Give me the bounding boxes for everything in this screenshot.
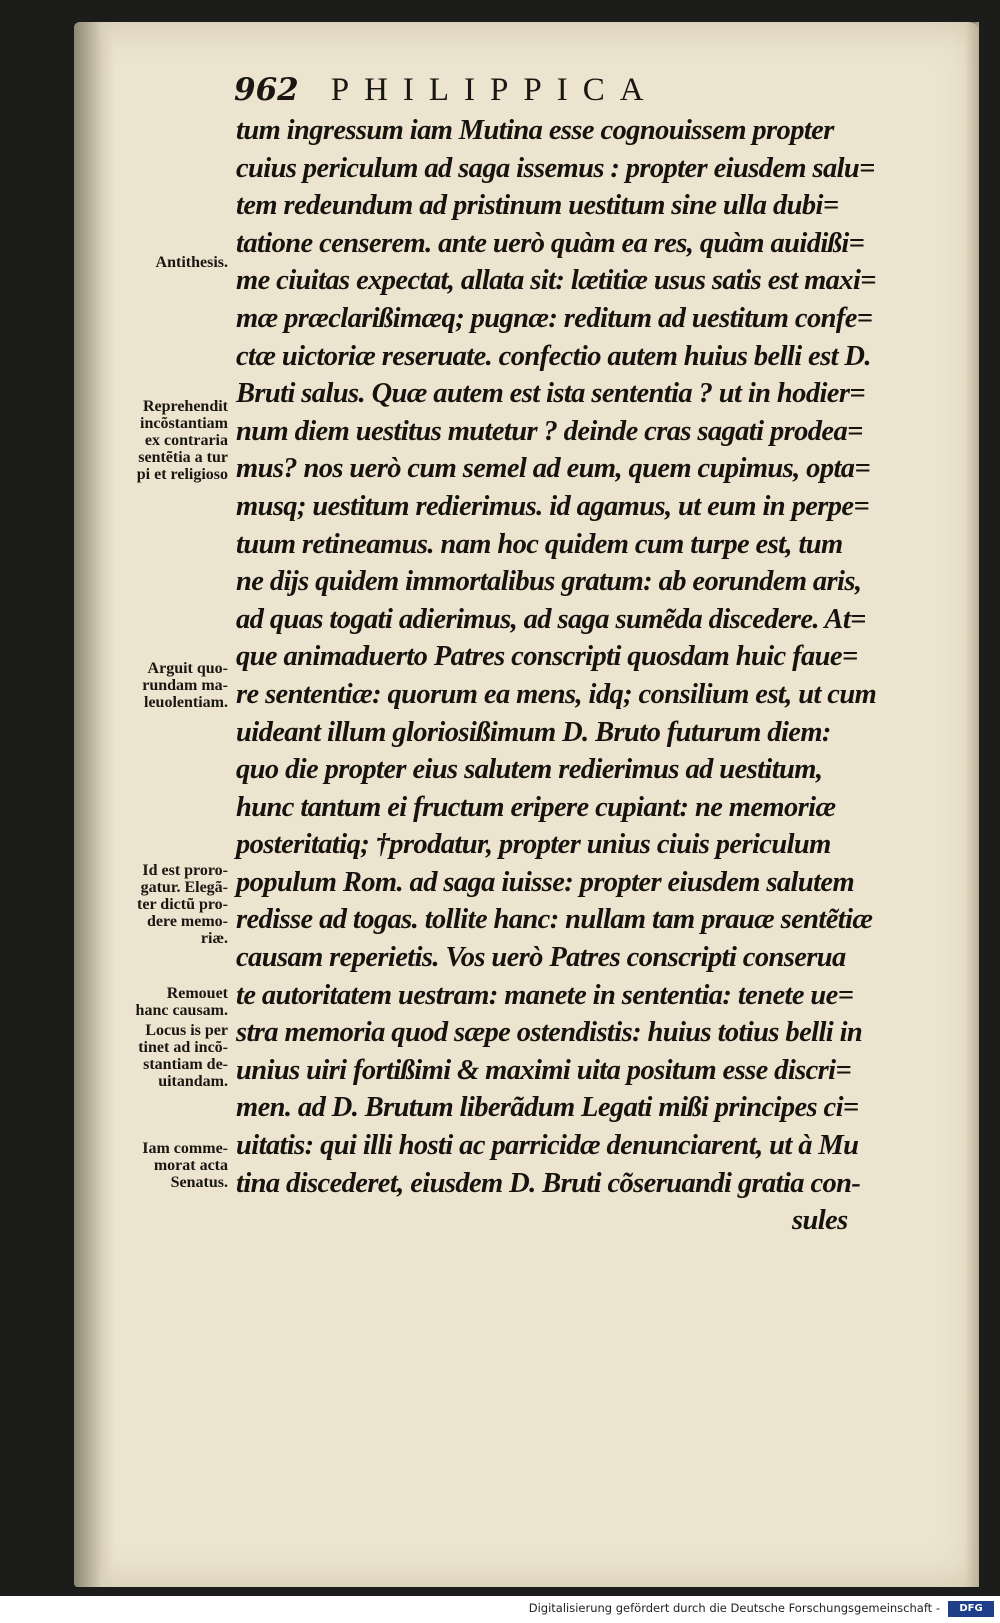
text-line: Bruti salus. Quæ autem est ista sententia ? ut in hodier= bbox=[236, 378, 865, 410]
note-line: Remouet bbox=[166, 985, 228, 1002]
note-line: incõstantiam bbox=[140, 415, 228, 432]
text-line: men. ad D. Brutum liberãdum Legati mißi principes ci= bbox=[236, 1092, 859, 1124]
text-line: stra memoria quod sæpe ostendistis: huius totius belli in bbox=[236, 1017, 863, 1049]
text-line: ne dijs quidem immortalibus gratum: ab eorundem aris, bbox=[236, 566, 862, 598]
marginal-note-locus bbox=[96, 1022, 228, 1090]
note-line: gatur. Elegã- bbox=[140, 879, 228, 896]
note-line: rundam ma- bbox=[142, 677, 228, 694]
text-line: tum ingressum iam Mutina esse cognouissem propter bbox=[236, 115, 834, 146]
text-line: mæ præclarißimæq; pugnæ: reditum ad uestitum confe= bbox=[236, 302, 873, 334]
page-header bbox=[234, 72, 659, 109]
marginal-note-id-est bbox=[96, 862, 228, 947]
note-line: Reprehendit bbox=[142, 398, 228, 415]
text-line: que animaduerto Patres conscripti quosdam huic faue= bbox=[236, 641, 858, 673]
note-line: dere memo- bbox=[147, 913, 228, 930]
dfg-logo: DFG bbox=[948, 1601, 994, 1617]
note-line: stantiam de- bbox=[143, 1056, 228, 1073]
text-line: tina discederet, eiusdem D. Bruti cõseruandi gratia con- bbox=[236, 1167, 861, 1199]
note-line: ex contraria bbox=[144, 432, 228, 449]
text-line: uideant illum gloriosißimum D. Bruto futurum diem: bbox=[236, 716, 831, 748]
note-line: morat acta bbox=[153, 1157, 228, 1174]
text-line: posteritatiq; †prodatur, propter unius ciuis periculum bbox=[236, 829, 831, 861]
main-text bbox=[236, 112, 877, 1240]
marginal-note-reprehendit bbox=[96, 398, 228, 483]
note-line: Senatus. bbox=[170, 1174, 228, 1191]
text-line: musq; uestitum redierimus. id agamus, ut eum in perpe= bbox=[236, 490, 870, 522]
funding-credit: Digitalisierung gefördert durch die Deutsche Forschungsgemeinschaft - bbox=[528, 1601, 940, 1615]
note-line: leuolentiam. bbox=[144, 694, 228, 711]
text-line: num diem uestitus mutetur ? deinde cras sagati prodea= bbox=[236, 415, 863, 447]
text-line: te autoritatem uestram: manete in sententia: tenete ue= bbox=[236, 979, 854, 1011]
note-line: sentẽtia a tur bbox=[138, 449, 228, 466]
note-line: pi et religioso bbox=[136, 466, 228, 483]
note-line: Id est proro- bbox=[142, 862, 228, 879]
note-line: hanc causam. bbox=[135, 1002, 228, 1019]
note-line: Locus is per bbox=[145, 1022, 228, 1039]
text-line: mus? nos uerò cum semel ad eum, quem cupimus, opta= bbox=[236, 453, 871, 485]
note-line: ter dictũ pro- bbox=[137, 896, 228, 913]
text-line: uitatis: qui illi hosti ac parricidæ denunciarent, ut à Mu bbox=[236, 1130, 859, 1162]
note-line: tinet ad incõ- bbox=[138, 1039, 228, 1056]
digitization-footer bbox=[0, 1596, 1000, 1623]
marginal-note-remouet bbox=[96, 985, 228, 1019]
text-line: re sententiæ: quorum ea mens, idq; consilium est, ut cum bbox=[236, 678, 877, 710]
marginal-note-arguit bbox=[96, 660, 228, 711]
marginal-note-iam bbox=[96, 1140, 228, 1191]
note-line: uitandam. bbox=[158, 1073, 228, 1090]
text-line: populum Rom. ad saga iuisse: propter eiusdem salutem bbox=[236, 866, 855, 898]
text-line: cuius periculum ad saga issemus : propter eiusdem salu= bbox=[236, 152, 875, 184]
marginal-note-antithesis bbox=[96, 254, 228, 271]
note-line: Iam comme- bbox=[142, 1140, 228, 1157]
page-edge-shadow bbox=[965, 22, 979, 1587]
text-line: quo die propter eius salutem redierimus ad uestitum, bbox=[236, 754, 823, 786]
note-line: riæ. bbox=[200, 930, 228, 947]
note-line: Arguit quo- bbox=[147, 660, 228, 677]
page-number: 962 bbox=[234, 72, 299, 108]
text-line: causam reperietis. Vos uerò Patres conscripti conserua bbox=[236, 942, 846, 974]
text-line: ad quas togati adierimus, ad saga sumẽda discedere. At= bbox=[236, 603, 866, 635]
text-line: hunc tantum ei fructum eripere cupiant: ne memoriæ bbox=[236, 791, 836, 823]
text-line: tuum retineamus. nam hoc quidem cum turpe est, tum bbox=[236, 528, 843, 560]
text-line: ctæ uictoriæ reseruate. confectio autem huius belli est D. bbox=[236, 340, 871, 372]
catchword: sules bbox=[792, 1205, 848, 1237]
note-line: Antithesis. bbox=[155, 254, 228, 271]
text-line: me ciuitas expectat, allata sit: lætitiæ usus satis est maxi= bbox=[236, 265, 876, 297]
running-head: PHILIPPICA bbox=[330, 72, 659, 108]
text-line: unius uiri fortißimi & maximi uita positum esse discri= bbox=[236, 1054, 852, 1086]
text-line: tem redeundum ad pristinum uestitum sine ulla dubi= bbox=[236, 190, 839, 222]
text-line: tatione censerem. ante uerò quàm ea res, quàm auidißi= bbox=[236, 227, 865, 259]
text-line: redisse ad togas. tollite hanc: nullam tam prauæ sentẽtiæ bbox=[236, 904, 873, 936]
